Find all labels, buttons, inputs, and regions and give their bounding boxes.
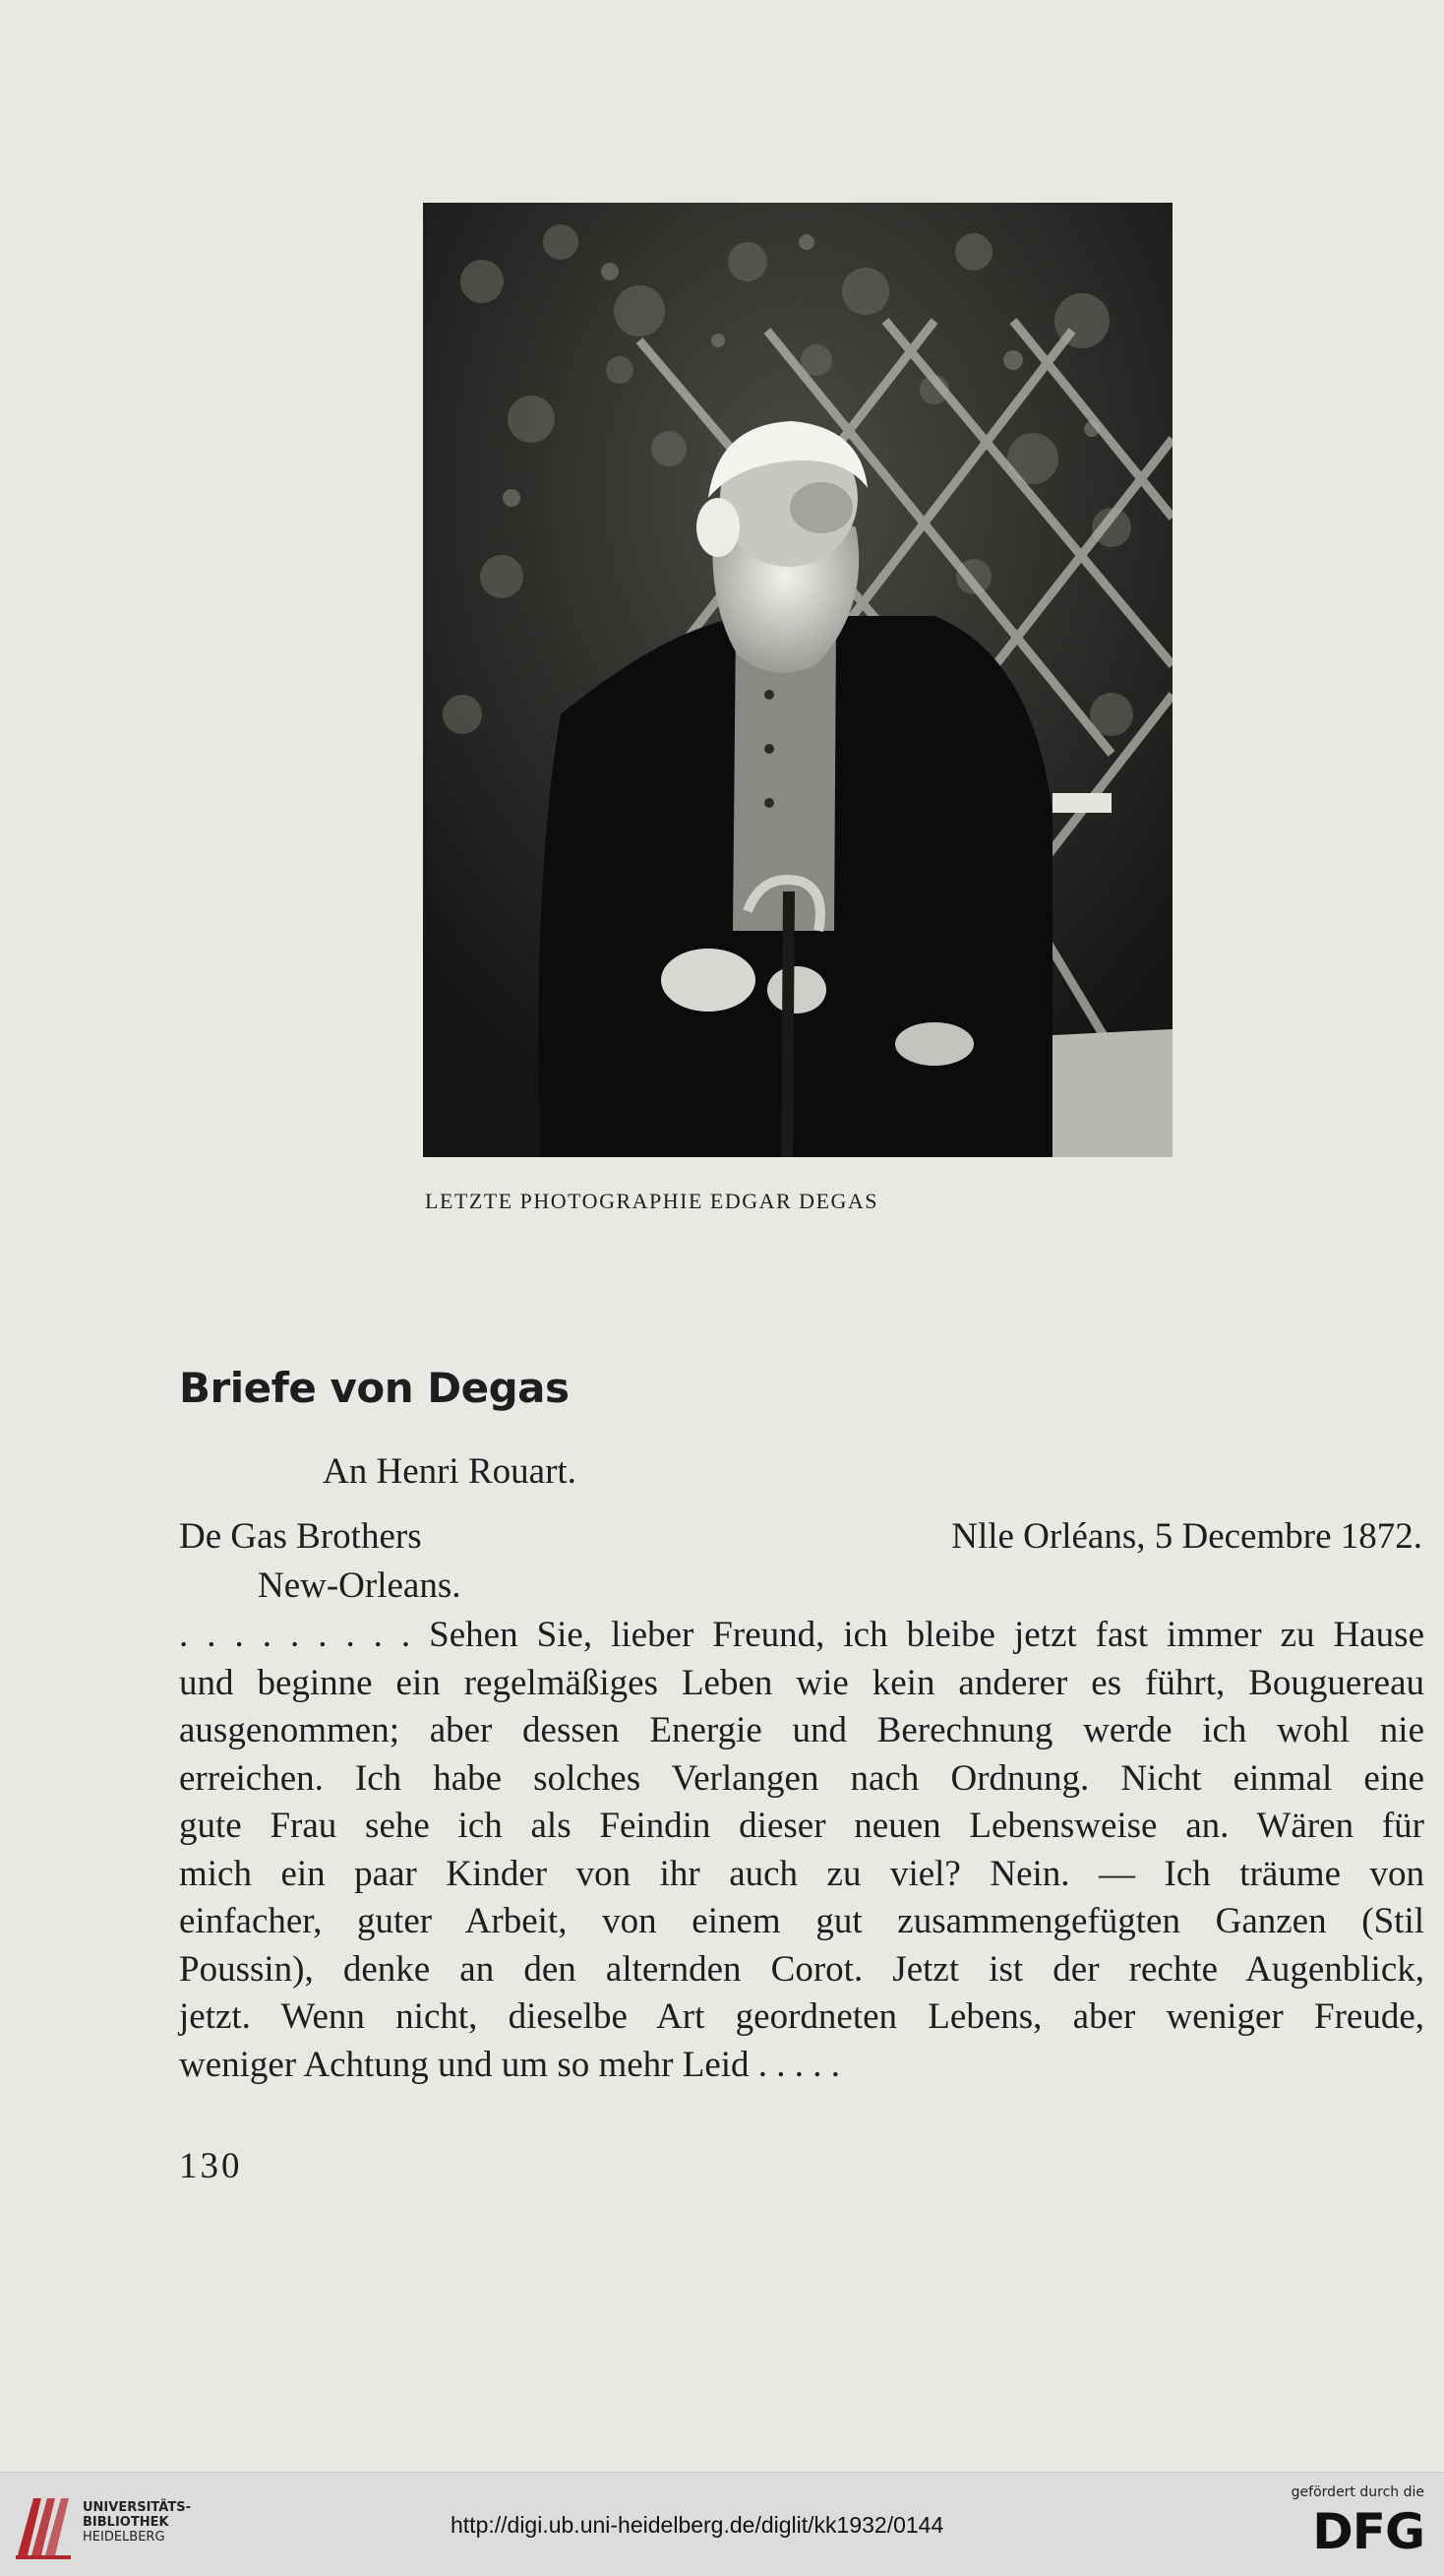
- letter-dateline: Nlle Orléans, 5 Decembre 1872.: [951, 1516, 1422, 1557]
- body-line: . . . . . . . . . Sehen Sie, lieber Freund, ich bleibe jetzt fast immer zu Hause: [179, 1615, 1424, 1655]
- sender-firm: De Gas Brothers: [179, 1516, 422, 1557]
- body-line: jetzt. Wenn nicht, dieselbe Art geordneten Lebens, aber weniger Freude,: [179, 1996, 1424, 2037]
- sender-city: New-Orleans.: [258, 1565, 461, 1606]
- letter-body: [179, 1612, 1424, 2089]
- letter-salutation: An Henri Rouart.: [323, 1451, 576, 1492]
- body-line: weniger Achtung und um so mehr Leid . . . . .: [179, 2044, 841, 2085]
- body-line: und beginne ein regelmäßiges Leben wie kein anderer es führt, Bouguereau: [179, 1662, 1424, 1703]
- photograph-image: [423, 203, 1173, 1157]
- article-title: Briefe von Degas: [179, 1364, 570, 1412]
- page-number: 130: [179, 2146, 243, 2186]
- digitization-footer: [0, 2472, 1444, 2576]
- permalink-url[interactable]: http://digi.ub.uni-heidelberg.de/diglit/kk1932/0144: [451, 2512, 944, 2538]
- university-library-logo-icon: [14, 2490, 73, 2561]
- body-line: Poussin), denke an den alternden Corot. Jetzt ist der rechte Augenblick,: [179, 1948, 1424, 1990]
- body-line: einfacher, guter Arbeit, von einem gut zusammengefügten Ganzen (Stil: [179, 1901, 1424, 1941]
- funder-block: [1277, 2484, 1424, 2560]
- institution-line: HEIDELBERG: [83, 2530, 165, 2545]
- institution-line: BIBLIOTHEK: [83, 2515, 169, 2530]
- funder-label: gefördert durch die: [1291, 2484, 1424, 2500]
- dfg-logo: DFG: [1312, 2503, 1424, 2560]
- body-line: ausgenommen; aber dessen Energie und Berechnung werde ich wohl nie: [179, 1710, 1424, 1750]
- body-line: gute Frau sehe ich als Feindin dieser neuen Lebensweise an. Wären für: [179, 1806, 1424, 1846]
- institution-name: [83, 2500, 191, 2545]
- institution-line: UNIVERSITÄTS-: [83, 2500, 191, 2515]
- photo-caption: LETZTE PHOTOGRAPHIE EDGAR DEGAS: [425, 1189, 879, 1213]
- body-line: mich ein paar Kinder von ihr auch zu viel? Nein. — Ich träume von: [179, 1853, 1424, 1894]
- degas-photograph: [423, 203, 1173, 1157]
- body-line: erreichen. Ich habe solches Verlangen nach Ordnung. Nicht einmal eine: [179, 1757, 1424, 1799]
